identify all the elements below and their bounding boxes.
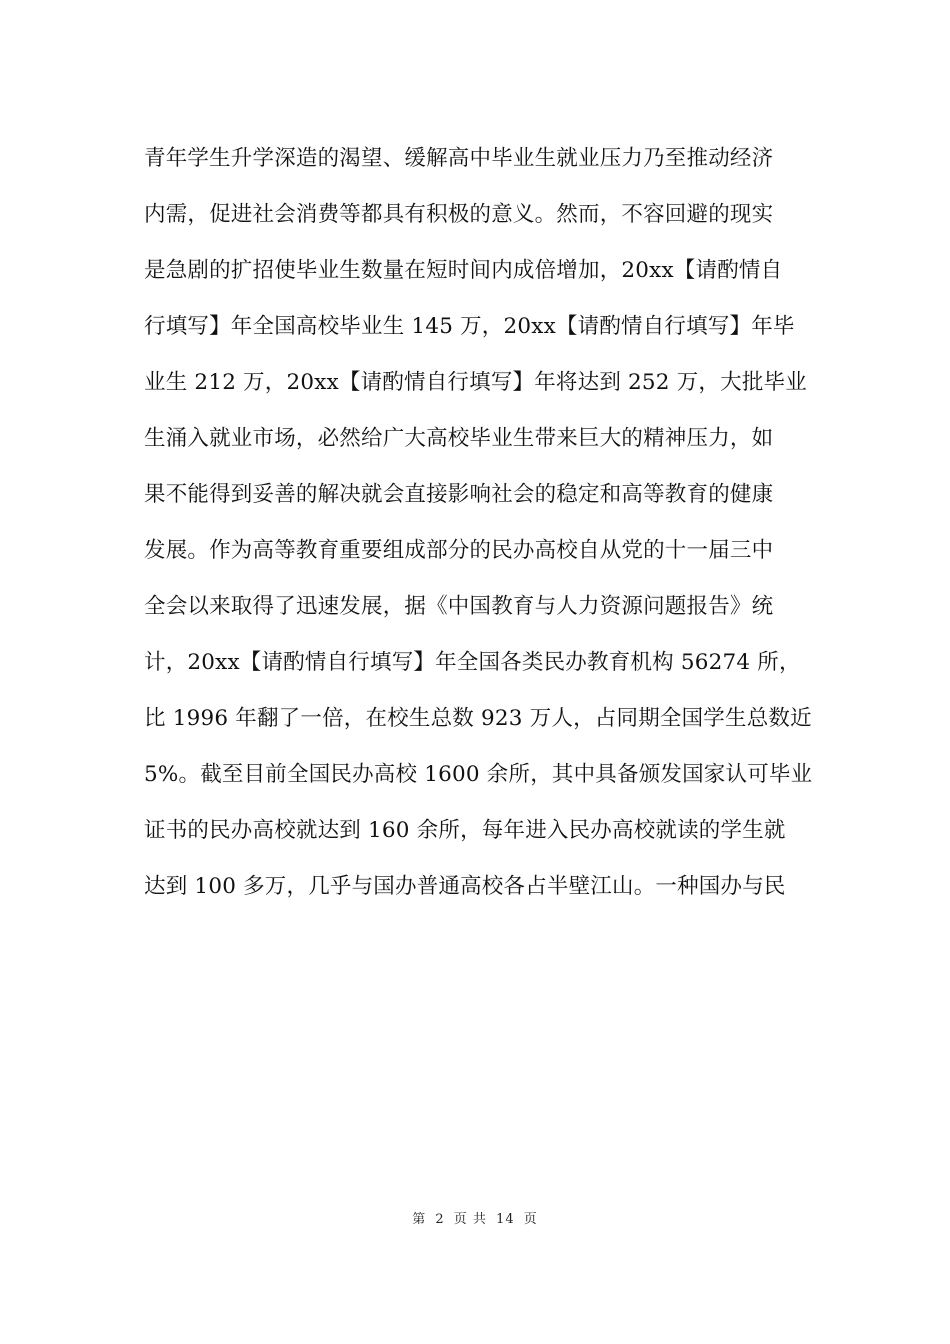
text-line: 达到 100 多万，几乎与国办普通高校各占半壁江山。一种国办与民 [144,874,786,899]
footer-middle: 页 共 [453,1212,487,1227]
text-line: 生涌入就业市场，必然给广大高校毕业生带来巨大的精神压力，如 [144,426,774,451]
text-line: 比 1996 年翻了一倍，在校生总数 923 万人，占同期全国学生总数近 [144,706,812,731]
text-line: 全会以来取得了迅速发展，据《中国教育与人力资源问题报告》统 [144,594,774,619]
footer-suffix: 页 [523,1212,538,1227]
text-line: 发展。作为高等教育重要组成部分的民办高校自从党的十一届三中 [144,538,774,563]
footer-total-pages: 14 [496,1212,515,1227]
text-line: 业生 212 万，20xx【请酌情自行填写】年将达到 252 万，大批毕业 [144,370,807,395]
text-line: 是急剧的扩招使毕业生数量在短时间内成倍增加，20xx【请酌情自 [144,258,783,283]
footer-prefix: 第 [412,1212,427,1227]
text-line: 青年学生升学深造的渴望、缓解高中毕业生就业压力乃至推动经济 [144,146,774,171]
text-line: 5%。截至目前全国民办高校 1600 余所，其中具备颁发国家认可毕业 [144,762,813,787]
text-line: 果不能得到妥善的解决就会直接影响社会的稳定和高等教育的健康 [144,482,774,507]
page-footer [0,1208,950,1227]
footer-page-number: 2 [435,1212,445,1227]
text-line: 计，20xx【请酌情自行填写】年全国各类民办教育机构 56274 所， [144,650,801,675]
text-line: 证书的民办高校就达到 160 余所，每年进入民办高校就读的学生就 [144,818,786,843]
body-text [144,138,824,922]
text-line: 行填写】年全国高校毕业生 145 万，20xx【请酌情自行填写】年毕 [144,314,795,339]
text-line: 内需，促进社会消费等都具有积极的意义。然而，不容回避的现实 [144,202,774,227]
